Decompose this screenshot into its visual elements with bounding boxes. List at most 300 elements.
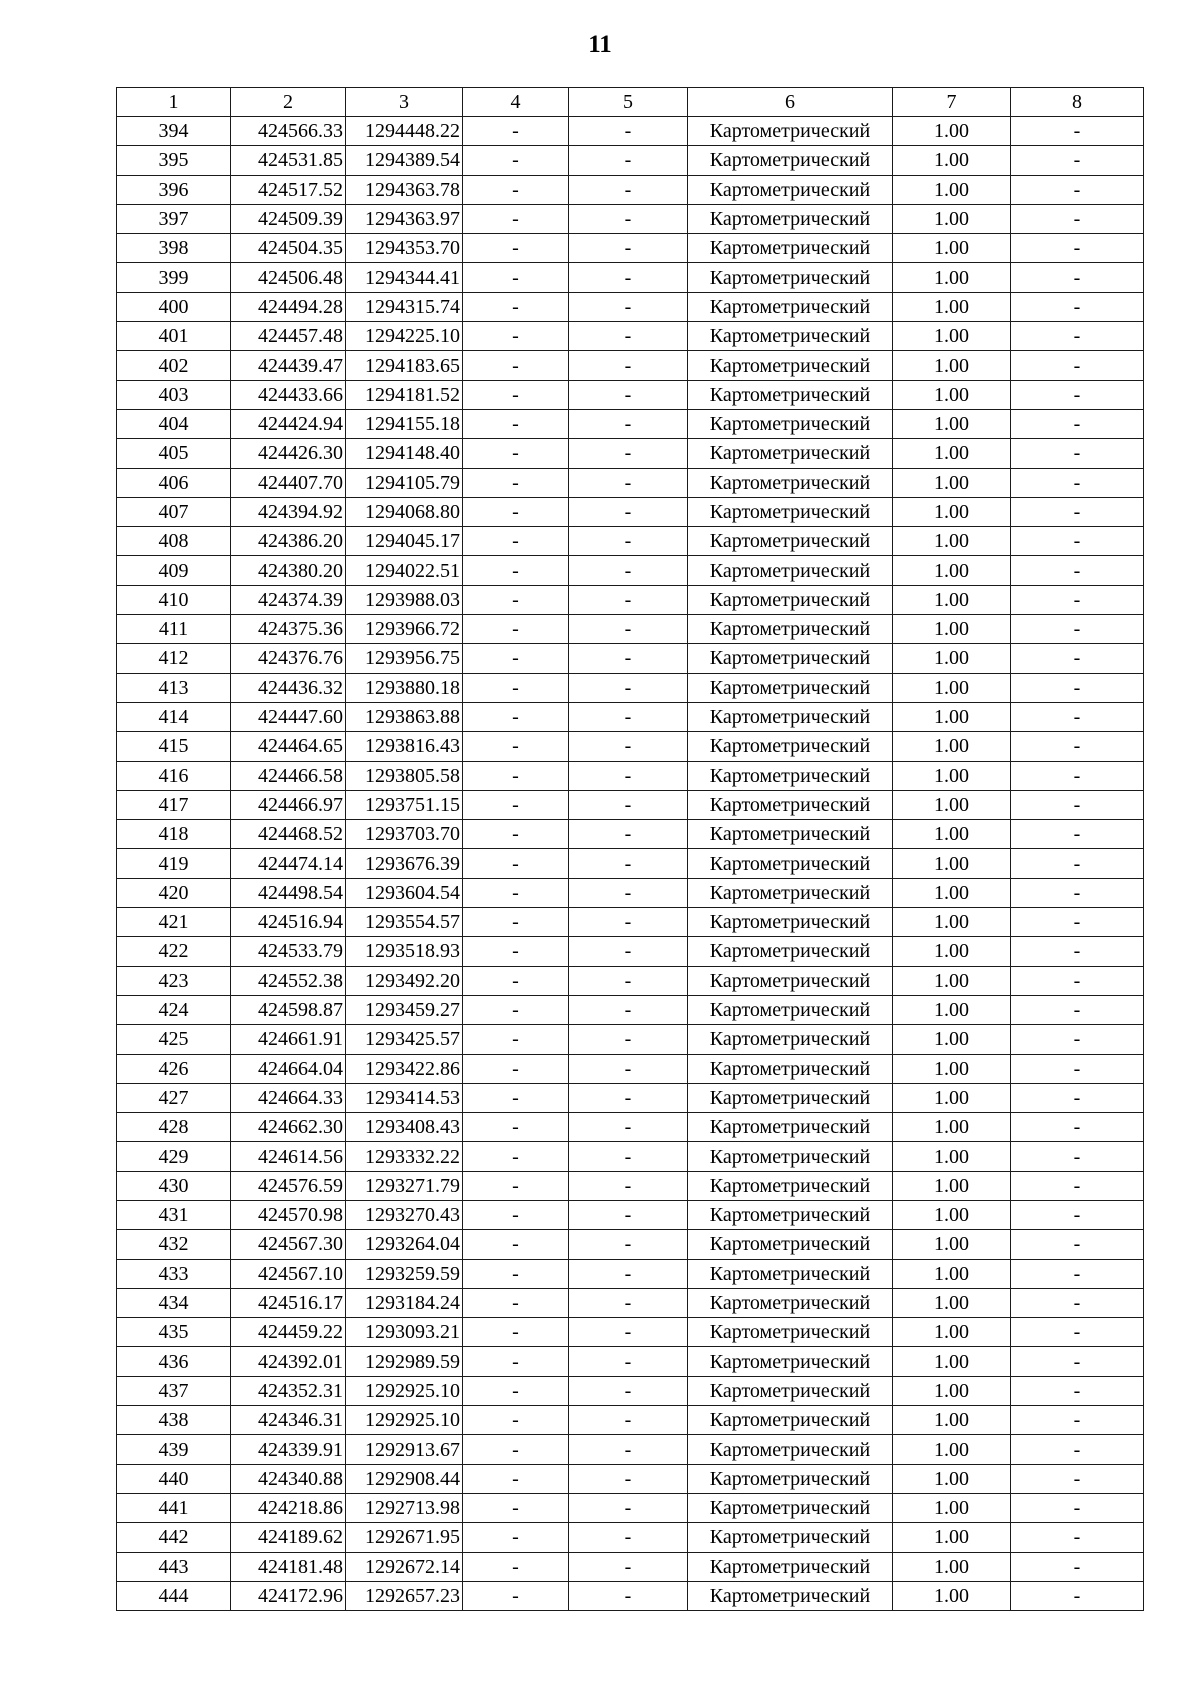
table-row <box>117 673 1144 702</box>
column-4-cell: - <box>463 1083 569 1112</box>
column-4-cell: - <box>463 1113 569 1142</box>
column-8-cell: - <box>1011 439 1144 468</box>
column-8-cell: - <box>1011 146 1144 175</box>
y-coordinate-cell: 1293459.27 <box>346 995 463 1024</box>
column-8-cell: - <box>1011 966 1144 995</box>
table-body <box>117 117 1144 1611</box>
method-cell: Картометрический <box>688 937 893 966</box>
x-coordinate-cell: 424598.87 <box>231 995 346 1024</box>
method-cell: Картометрический <box>688 234 893 263</box>
column-4-cell: - <box>463 673 569 702</box>
x-coordinate-cell: 424346.31 <box>231 1406 346 1435</box>
column-4-cell: - <box>463 878 569 907</box>
accuracy-cell: 1.00 <box>893 732 1011 761</box>
table-row <box>117 1376 1144 1405</box>
method-cell: Картометрический <box>688 1113 893 1142</box>
y-coordinate-cell: 1294181.52 <box>346 380 463 409</box>
column-4-cell: - <box>463 615 569 644</box>
column-4-cell: - <box>463 966 569 995</box>
x-coordinate-cell: 424433.66 <box>231 380 346 409</box>
table-row <box>117 292 1144 321</box>
column-4-cell: - <box>463 995 569 1024</box>
x-coordinate-cell: 424189.62 <box>231 1523 346 1552</box>
column-8-cell: - <box>1011 1406 1144 1435</box>
accuracy-cell: 1.00 <box>893 204 1011 233</box>
column-5-cell: - <box>569 1318 688 1347</box>
column-4-cell: - <box>463 1025 569 1054</box>
column-8-cell: - <box>1011 1230 1144 1259</box>
point-number-cell: 444 <box>117 1581 231 1610</box>
x-coordinate-cell: 424392.01 <box>231 1347 346 1376</box>
column-5-cell: - <box>569 1171 688 1200</box>
x-coordinate-cell: 424509.39 <box>231 204 346 233</box>
column-5-cell: - <box>569 1464 688 1493</box>
column-5-cell: - <box>569 1435 688 1464</box>
column-header: 5 <box>569 88 688 117</box>
accuracy-cell: 1.00 <box>893 966 1011 995</box>
method-cell: Картометрический <box>688 1581 893 1610</box>
column-8-cell: - <box>1011 1025 1144 1054</box>
column-8-cell: - <box>1011 1347 1144 1376</box>
column-8-cell: - <box>1011 527 1144 556</box>
accuracy-cell: 1.00 <box>893 878 1011 907</box>
column-4-cell: - <box>463 1054 569 1083</box>
column-8-cell: - <box>1011 117 1144 146</box>
table-row <box>117 117 1144 146</box>
accuracy-cell: 1.00 <box>893 995 1011 1024</box>
table-row <box>117 1581 1144 1610</box>
column-8-cell: - <box>1011 995 1144 1024</box>
point-number-cell: 442 <box>117 1523 231 1552</box>
x-coordinate-cell: 424466.97 <box>231 790 346 819</box>
point-number-cell: 407 <box>117 497 231 526</box>
y-coordinate-cell: 1293414.53 <box>346 1083 463 1112</box>
x-coordinate-cell: 424576.59 <box>231 1171 346 1200</box>
point-number-cell: 418 <box>117 820 231 849</box>
method-cell: Картометрический <box>688 1025 893 1054</box>
table-row <box>117 732 1144 761</box>
accuracy-cell: 1.00 <box>893 615 1011 644</box>
accuracy-cell: 1.00 <box>893 292 1011 321</box>
x-coordinate-cell: 424436.32 <box>231 673 346 702</box>
y-coordinate-cell: 1294353.70 <box>346 234 463 263</box>
table-row <box>117 585 1144 614</box>
column-8-cell: - <box>1011 556 1144 585</box>
column-5-cell: - <box>569 585 688 614</box>
y-coordinate-cell: 1293676.39 <box>346 849 463 878</box>
x-coordinate-cell: 424426.30 <box>231 439 346 468</box>
column-4-cell: - <box>463 1581 569 1610</box>
column-8-cell: - <box>1011 234 1144 263</box>
table-row <box>117 1288 1144 1317</box>
column-5-cell: - <box>569 1259 688 1288</box>
x-coordinate-cell: 424474.14 <box>231 849 346 878</box>
table-row <box>117 644 1144 673</box>
x-coordinate-cell: 424439.47 <box>231 351 346 380</box>
table-row <box>117 204 1144 233</box>
y-coordinate-cell: 1294448.22 <box>346 117 463 146</box>
accuracy-cell: 1.00 <box>893 263 1011 292</box>
y-coordinate-cell: 1292713.98 <box>346 1493 463 1522</box>
method-cell: Картометрический <box>688 790 893 819</box>
method-cell: Картометрический <box>688 966 893 995</box>
column-8-cell: - <box>1011 204 1144 233</box>
column-5-cell: - <box>569 234 688 263</box>
column-8-cell: - <box>1011 468 1144 497</box>
accuracy-cell: 1.00 <box>893 761 1011 790</box>
y-coordinate-cell: 1293956.75 <box>346 644 463 673</box>
column-4-cell: - <box>463 702 569 731</box>
column-4-cell: - <box>463 1523 569 1552</box>
point-number-cell: 428 <box>117 1113 231 1142</box>
accuracy-cell: 1.00 <box>893 820 1011 849</box>
table-row <box>117 1025 1144 1054</box>
column-8-cell: - <box>1011 1376 1144 1405</box>
column-4-cell: - <box>463 644 569 673</box>
column-5-cell: - <box>569 1493 688 1522</box>
method-cell: Картометрический <box>688 117 893 146</box>
point-number-cell: 438 <box>117 1406 231 1435</box>
method-cell: Картометрический <box>688 263 893 292</box>
method-cell: Картометрический <box>688 702 893 731</box>
column-4-cell: - <box>463 732 569 761</box>
point-number-cell: 411 <box>117 615 231 644</box>
accuracy-cell: 1.00 <box>893 1435 1011 1464</box>
column-8-cell: - <box>1011 1200 1144 1229</box>
point-number-cell: 427 <box>117 1083 231 1112</box>
y-coordinate-cell: 1292913.67 <box>346 1435 463 1464</box>
point-number-cell: 398 <box>117 234 231 263</box>
x-coordinate-cell: 424504.35 <box>231 234 346 263</box>
column-header: 6 <box>688 88 893 117</box>
y-coordinate-cell: 1293408.43 <box>346 1113 463 1142</box>
column-4-cell: - <box>463 468 569 497</box>
column-4-cell: - <box>463 849 569 878</box>
column-5-cell: - <box>569 644 688 673</box>
point-number-cell: 406 <box>117 468 231 497</box>
x-coordinate-cell: 424464.65 <box>231 732 346 761</box>
table-row <box>117 527 1144 556</box>
x-coordinate-cell: 424339.91 <box>231 1435 346 1464</box>
point-number-cell: 404 <box>117 409 231 438</box>
column-8-cell: - <box>1011 615 1144 644</box>
x-coordinate-cell: 424380.20 <box>231 556 346 585</box>
point-number-cell: 413 <box>117 673 231 702</box>
point-number-cell: 417 <box>117 790 231 819</box>
column-5-cell: - <box>569 468 688 497</box>
point-number-cell: 441 <box>117 1493 231 1522</box>
column-4-cell: - <box>463 761 569 790</box>
column-5-cell: - <box>569 937 688 966</box>
x-coordinate-cell: 424662.30 <box>231 1113 346 1142</box>
accuracy-cell: 1.00 <box>893 322 1011 351</box>
method-cell: Картометрический <box>688 439 893 468</box>
x-coordinate-cell: 424407.70 <box>231 468 346 497</box>
table-row <box>117 234 1144 263</box>
accuracy-cell: 1.00 <box>893 175 1011 204</box>
accuracy-cell: 1.00 <box>893 849 1011 878</box>
y-coordinate-cell: 1293492.20 <box>346 966 463 995</box>
y-coordinate-cell: 1293271.79 <box>346 1171 463 1200</box>
table-row <box>117 702 1144 731</box>
column-5-cell: - <box>569 497 688 526</box>
table-row <box>117 1230 1144 1259</box>
column-8-cell: - <box>1011 1288 1144 1317</box>
point-number-cell: 405 <box>117 439 231 468</box>
y-coordinate-cell: 1293880.18 <box>346 673 463 702</box>
y-coordinate-cell: 1293259.59 <box>346 1259 463 1288</box>
column-8-cell: - <box>1011 1054 1144 1083</box>
accuracy-cell: 1.00 <box>893 585 1011 614</box>
y-coordinate-cell: 1293703.70 <box>346 820 463 849</box>
point-number-cell: 394 <box>117 117 231 146</box>
column-5-cell: - <box>569 1347 688 1376</box>
y-coordinate-cell: 1294315.74 <box>346 292 463 321</box>
point-number-cell: 432 <box>117 1230 231 1259</box>
column-4-cell: - <box>463 1464 569 1493</box>
method-cell: Картометрический <box>688 1552 893 1581</box>
column-8-cell: - <box>1011 1552 1144 1581</box>
column-header: 1 <box>117 88 231 117</box>
y-coordinate-cell: 1294183.65 <box>346 351 463 380</box>
x-coordinate-cell: 424172.96 <box>231 1581 346 1610</box>
column-4-cell: - <box>463 439 569 468</box>
point-number-cell: 416 <box>117 761 231 790</box>
column-8-cell: - <box>1011 849 1144 878</box>
method-cell: Картометрический <box>688 1376 893 1405</box>
accuracy-cell: 1.00 <box>893 380 1011 409</box>
y-coordinate-cell: 1293554.57 <box>346 908 463 937</box>
accuracy-cell: 1.00 <box>893 1581 1011 1610</box>
method-cell: Картометрический <box>688 995 893 1024</box>
x-coordinate-cell: 424386.20 <box>231 527 346 556</box>
table-row <box>117 761 1144 790</box>
column-4-cell: - <box>463 1347 569 1376</box>
column-5-cell: - <box>569 1523 688 1552</box>
table-row <box>117 1435 1144 1464</box>
x-coordinate-cell: 424375.36 <box>231 615 346 644</box>
y-coordinate-cell: 1293093.21 <box>346 1318 463 1347</box>
y-coordinate-cell: 1293518.93 <box>346 937 463 966</box>
column-5-cell: - <box>569 292 688 321</box>
column-5-cell: - <box>569 1113 688 1142</box>
table-row <box>117 380 1144 409</box>
point-number-cell: 400 <box>117 292 231 321</box>
accuracy-cell: 1.00 <box>893 1025 1011 1054</box>
x-coordinate-cell: 424566.33 <box>231 117 346 146</box>
accuracy-cell: 1.00 <box>893 1171 1011 1200</box>
column-8-cell: - <box>1011 1493 1144 1522</box>
column-5-cell: - <box>569 1288 688 1317</box>
table-row <box>117 468 1144 497</box>
table-row <box>117 908 1144 937</box>
column-5-cell: - <box>569 702 688 731</box>
y-coordinate-cell: 1294344.41 <box>346 263 463 292</box>
table-row <box>117 820 1144 849</box>
accuracy-cell: 1.00 <box>893 1259 1011 1288</box>
method-cell: Картометрический <box>688 146 893 175</box>
accuracy-cell: 1.00 <box>893 673 1011 702</box>
column-4-cell: - <box>463 175 569 204</box>
column-8-cell: - <box>1011 644 1144 673</box>
column-8-cell: - <box>1011 322 1144 351</box>
column-5-cell: - <box>569 409 688 438</box>
x-coordinate-cell: 424352.31 <box>231 1376 346 1405</box>
accuracy-cell: 1.00 <box>893 1142 1011 1171</box>
column-4-cell: - <box>463 234 569 263</box>
column-8-cell: - <box>1011 820 1144 849</box>
x-coordinate-cell: 424218.86 <box>231 1493 346 1522</box>
y-coordinate-cell: 1294068.80 <box>346 497 463 526</box>
accuracy-cell: 1.00 <box>893 497 1011 526</box>
method-cell: Картометрический <box>688 1318 893 1347</box>
column-5-cell: - <box>569 820 688 849</box>
column-5-cell: - <box>569 908 688 937</box>
method-cell: Картометрический <box>688 1288 893 1317</box>
y-coordinate-cell: 1293751.15 <box>346 790 463 819</box>
method-cell: Картометрический <box>688 878 893 907</box>
x-coordinate-cell: 424376.76 <box>231 644 346 673</box>
point-number-cell: 396 <box>117 175 231 204</box>
column-5-cell: - <box>569 527 688 556</box>
accuracy-cell: 1.00 <box>893 1406 1011 1435</box>
method-cell: Картометрический <box>688 351 893 380</box>
column-5-cell: - <box>569 1552 688 1581</box>
column-4-cell: - <box>463 1230 569 1259</box>
y-coordinate-cell: 1293966.72 <box>346 615 463 644</box>
table-row <box>117 146 1144 175</box>
column-5-cell: - <box>569 204 688 233</box>
y-coordinate-cell: 1292925.10 <box>346 1406 463 1435</box>
x-coordinate-cell: 424468.52 <box>231 820 346 849</box>
x-coordinate-cell: 424531.85 <box>231 146 346 175</box>
column-8-cell: - <box>1011 380 1144 409</box>
column-4-cell: - <box>463 585 569 614</box>
x-coordinate-cell: 424664.04 <box>231 1054 346 1083</box>
column-8-cell: - <box>1011 761 1144 790</box>
column-4-cell: - <box>463 1142 569 1171</box>
point-number-cell: 419 <box>117 849 231 878</box>
y-coordinate-cell: 1293264.04 <box>346 1230 463 1259</box>
method-cell: Картометрический <box>688 527 893 556</box>
column-8-cell: - <box>1011 585 1144 614</box>
column-4-cell: - <box>463 1259 569 1288</box>
method-cell: Картометрический <box>688 908 893 937</box>
x-coordinate-cell: 424457.48 <box>231 322 346 351</box>
accuracy-cell: 1.00 <box>893 702 1011 731</box>
method-cell: Картометрический <box>688 615 893 644</box>
x-coordinate-cell: 424340.88 <box>231 1464 346 1493</box>
y-coordinate-cell: 1292671.95 <box>346 1523 463 1552</box>
method-cell: Картометрический <box>688 1054 893 1083</box>
table-row <box>117 497 1144 526</box>
method-cell: Картометрический <box>688 1523 893 1552</box>
point-number-cell: 422 <box>117 937 231 966</box>
column-8-cell: - <box>1011 263 1144 292</box>
column-8-cell: - <box>1011 1464 1144 1493</box>
table-row <box>117 1406 1144 1435</box>
column-5-cell: - <box>569 175 688 204</box>
x-coordinate-cell: 424614.56 <box>231 1142 346 1171</box>
table-row <box>117 937 1144 966</box>
point-number-cell: 401 <box>117 322 231 351</box>
x-coordinate-cell: 424447.60 <box>231 702 346 731</box>
column-4-cell: - <box>463 322 569 351</box>
y-coordinate-cell: 1293332.22 <box>346 1142 463 1171</box>
column-4-cell: - <box>463 1318 569 1347</box>
accuracy-cell: 1.00 <box>893 1318 1011 1347</box>
table-row <box>117 556 1144 585</box>
y-coordinate-cell: 1294363.78 <box>346 175 463 204</box>
y-coordinate-cell: 1293863.88 <box>346 702 463 731</box>
accuracy-cell: 1.00 <box>893 1523 1011 1552</box>
x-coordinate-cell: 424516.94 <box>231 908 346 937</box>
accuracy-cell: 1.00 <box>893 351 1011 380</box>
x-coordinate-cell: 424498.54 <box>231 878 346 907</box>
y-coordinate-cell: 1293988.03 <box>346 585 463 614</box>
point-number-cell: 423 <box>117 966 231 995</box>
page-number: 11 <box>588 31 612 58</box>
method-cell: Картометрический <box>688 1171 893 1200</box>
table-row <box>117 1113 1144 1142</box>
x-coordinate-cell: 424567.10 <box>231 1259 346 1288</box>
accuracy-cell: 1.00 <box>893 1493 1011 1522</box>
column-header: 7 <box>893 88 1011 117</box>
column-4-cell: - <box>463 1406 569 1435</box>
x-coordinate-cell: 424567.30 <box>231 1230 346 1259</box>
accuracy-cell: 1.00 <box>893 1464 1011 1493</box>
accuracy-cell: 1.00 <box>893 439 1011 468</box>
column-5-cell: - <box>569 1054 688 1083</box>
method-cell: Картометрический <box>688 497 893 526</box>
method-cell: Картометрический <box>688 849 893 878</box>
table-row <box>117 351 1144 380</box>
y-coordinate-cell: 1293184.24 <box>346 1288 463 1317</box>
column-header: 8 <box>1011 88 1144 117</box>
x-coordinate-cell: 424494.28 <box>231 292 346 321</box>
y-coordinate-cell: 1294105.79 <box>346 468 463 497</box>
column-5-cell: - <box>569 322 688 351</box>
point-number-cell: 437 <box>117 1376 231 1405</box>
y-coordinate-cell: 1294022.51 <box>346 556 463 585</box>
method-cell: Картометрический <box>688 1142 893 1171</box>
method-cell: Картометрический <box>688 204 893 233</box>
method-cell: Картометрический <box>688 1347 893 1376</box>
accuracy-cell: 1.00 <box>893 1376 1011 1405</box>
column-8-cell: - <box>1011 790 1144 819</box>
point-number-cell: 395 <box>117 146 231 175</box>
table-row <box>117 1054 1144 1083</box>
column-5-cell: - <box>569 117 688 146</box>
x-coordinate-cell: 424533.79 <box>231 937 346 966</box>
method-cell: Картометрический <box>688 1464 893 1493</box>
accuracy-cell: 1.00 <box>893 644 1011 673</box>
column-8-cell: - <box>1011 1113 1144 1142</box>
column-5-cell: - <box>569 351 688 380</box>
column-4-cell: - <box>463 1552 569 1581</box>
accuracy-cell: 1.00 <box>893 790 1011 819</box>
table-row <box>117 1493 1144 1522</box>
table-row <box>117 322 1144 351</box>
x-coordinate-cell: 424394.92 <box>231 497 346 526</box>
y-coordinate-cell: 1293270.43 <box>346 1200 463 1229</box>
column-5-cell: - <box>569 878 688 907</box>
table-row <box>117 175 1144 204</box>
column-8-cell: - <box>1011 497 1144 526</box>
method-cell: Картометрический <box>688 1493 893 1522</box>
method-cell: Картометрический <box>688 1259 893 1288</box>
method-cell: Картометрический <box>688 556 893 585</box>
